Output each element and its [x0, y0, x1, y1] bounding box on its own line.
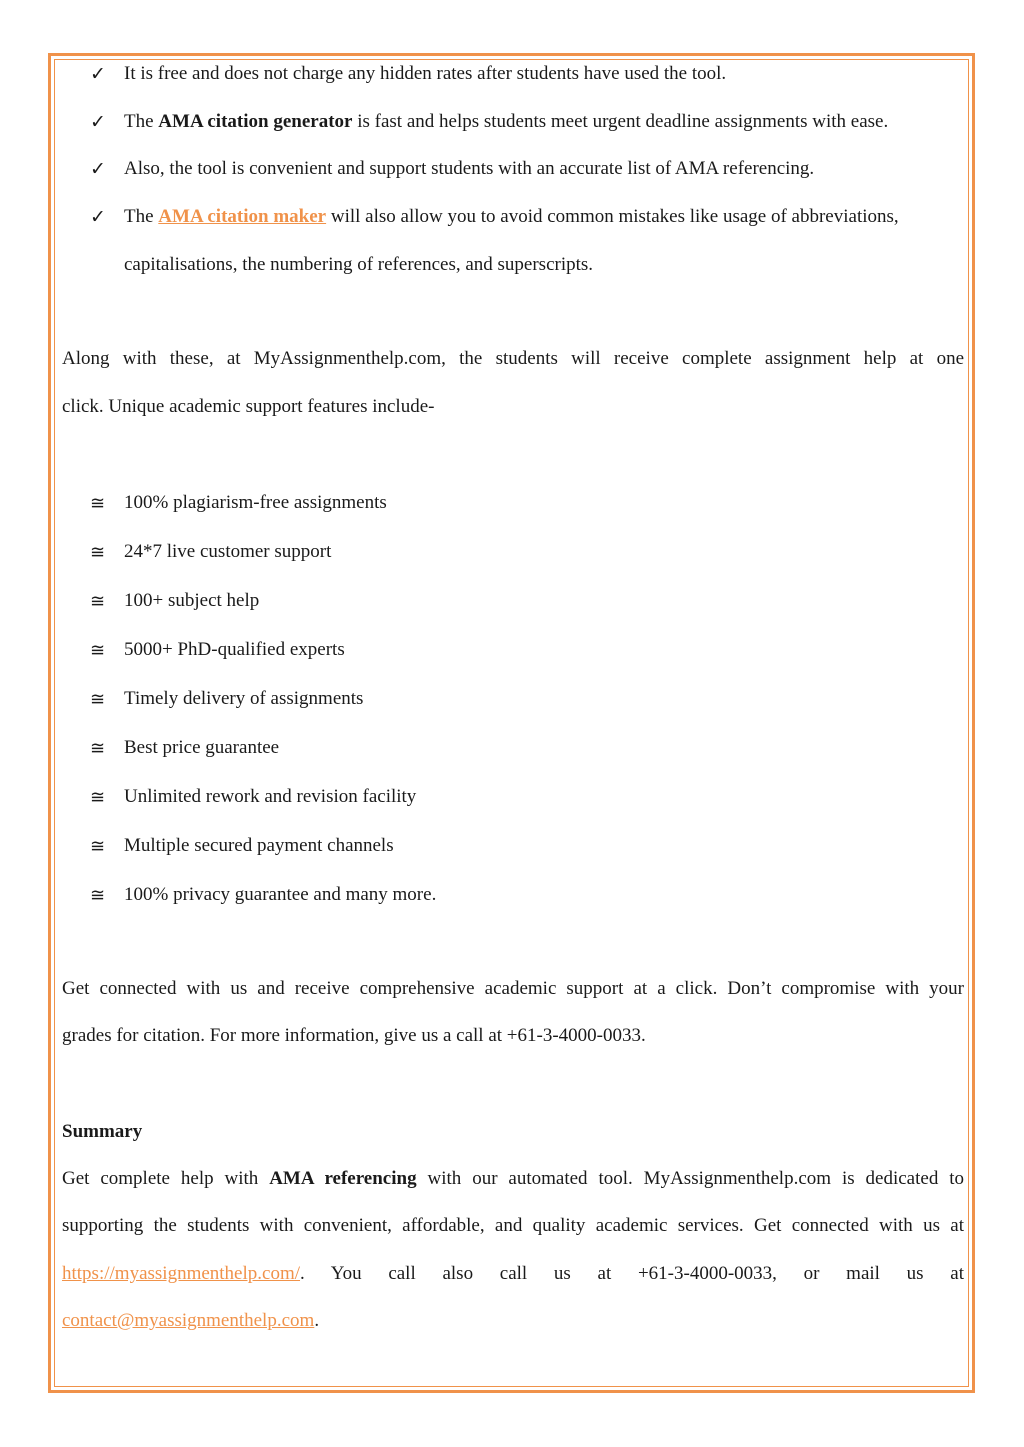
approx-equal-icon: ≅ — [90, 493, 106, 514]
approx-equal-icon: ≅ — [90, 787, 106, 808]
intro-line: click. Unique academic support features include- — [62, 396, 435, 417]
feature-item: 24*7 live customer support — [124, 541, 332, 562]
feature-item: 100% plagiarism-free assignments — [124, 492, 387, 513]
approx-equal-icon: ≅ — [90, 885, 106, 906]
check-mark-icon: ✓ — [90, 111, 106, 133]
check-item: It is free and does not charge any hidden rates after students have used the tool. — [124, 63, 727, 84]
ama-referencing-keyword: AMA referencing — [269, 1168, 417, 1189]
feature-item: Timely delivery of assignments — [124, 688, 364, 709]
summary-line: supporting the students with convenient, affordable, and quality academic services. Get connected with us at — [62, 1215, 964, 1236]
summary-line — [62, 1309, 964, 1333]
feature-item: Multiple secured payment channels — [124, 835, 394, 856]
check-item — [124, 205, 899, 229]
summary-line-pre: Get complete help with — [62, 1168, 270, 1189]
summary-line-post: . You call also call us at +61-3-4000-0033, or mail us at — [300, 1263, 964, 1284]
check-item-post: is fast and helps students meet urgent deadline assignments with ease. — [352, 111, 889, 132]
feature-item: 100+ subject help — [124, 590, 260, 611]
website-link[interactable]: https://myassignmenthelp.com/ — [62, 1263, 301, 1284]
check-item-continuation: capitalisations, the numbering of references, and superscripts. — [124, 254, 594, 275]
feature-item: Unlimited rework and revision facility — [124, 786, 417, 807]
feature-item: 5000+ PhD-qualified experts — [124, 639, 345, 660]
contact-line: Get connected with us and receive comprehensive academic support at a click. Don’t compromise with your — [62, 978, 964, 999]
feature-item: Best price guarantee — [124, 737, 280, 758]
approx-equal-icon: ≅ — [90, 738, 106, 759]
contact-line: grades for citation. For more information, give us a call at +61-3-4000-0033. — [62, 1025, 646, 1046]
check-mark-icon: ✓ — [90, 206, 106, 228]
approx-equal-icon: ≅ — [90, 640, 106, 661]
approx-equal-icon: ≅ — [90, 591, 106, 612]
check-item-post: will also allow you to avoid common mistakes like usage of abbreviations, — [326, 206, 899, 227]
check-mark-icon: ✓ — [90, 158, 106, 180]
approx-equal-icon: ≅ — [90, 542, 106, 563]
summary-heading: Summary — [62, 1121, 143, 1142]
email-link[interactable]: contact@myassignmenthelp.com — [62, 1310, 315, 1331]
summary-line-post: . — [314, 1310, 320, 1331]
check-item-pre: The — [124, 111, 159, 132]
approx-equal-icon: ≅ — [90, 689, 106, 710]
ama-citation-generator-keyword: AMA citation generator — [158, 111, 353, 132]
check-item — [124, 110, 888, 134]
approx-equal-icon: ≅ — [90, 836, 106, 857]
summary-line — [62, 1167, 964, 1191]
feature-item: 100% privacy guarantee and many more. — [124, 884, 437, 905]
ama-citation-maker-link[interactable]: AMA citation maker — [158, 206, 327, 227]
check-mark-icon: ✓ — [90, 63, 106, 85]
check-item: Also, the tool is convenient and support students with an accurate list of AMA referencing. — [124, 158, 815, 179]
summary-line — [62, 1262, 964, 1286]
check-item-pre: The — [124, 206, 159, 227]
summary-line-post: with our automated tool. MyAssignmenthelp.com is dedicated to — [416, 1168, 965, 1189]
intro-line: Along with these, at MyAssignmenthelp.com, the students will receive complete assignment help at one — [62, 348, 964, 369]
